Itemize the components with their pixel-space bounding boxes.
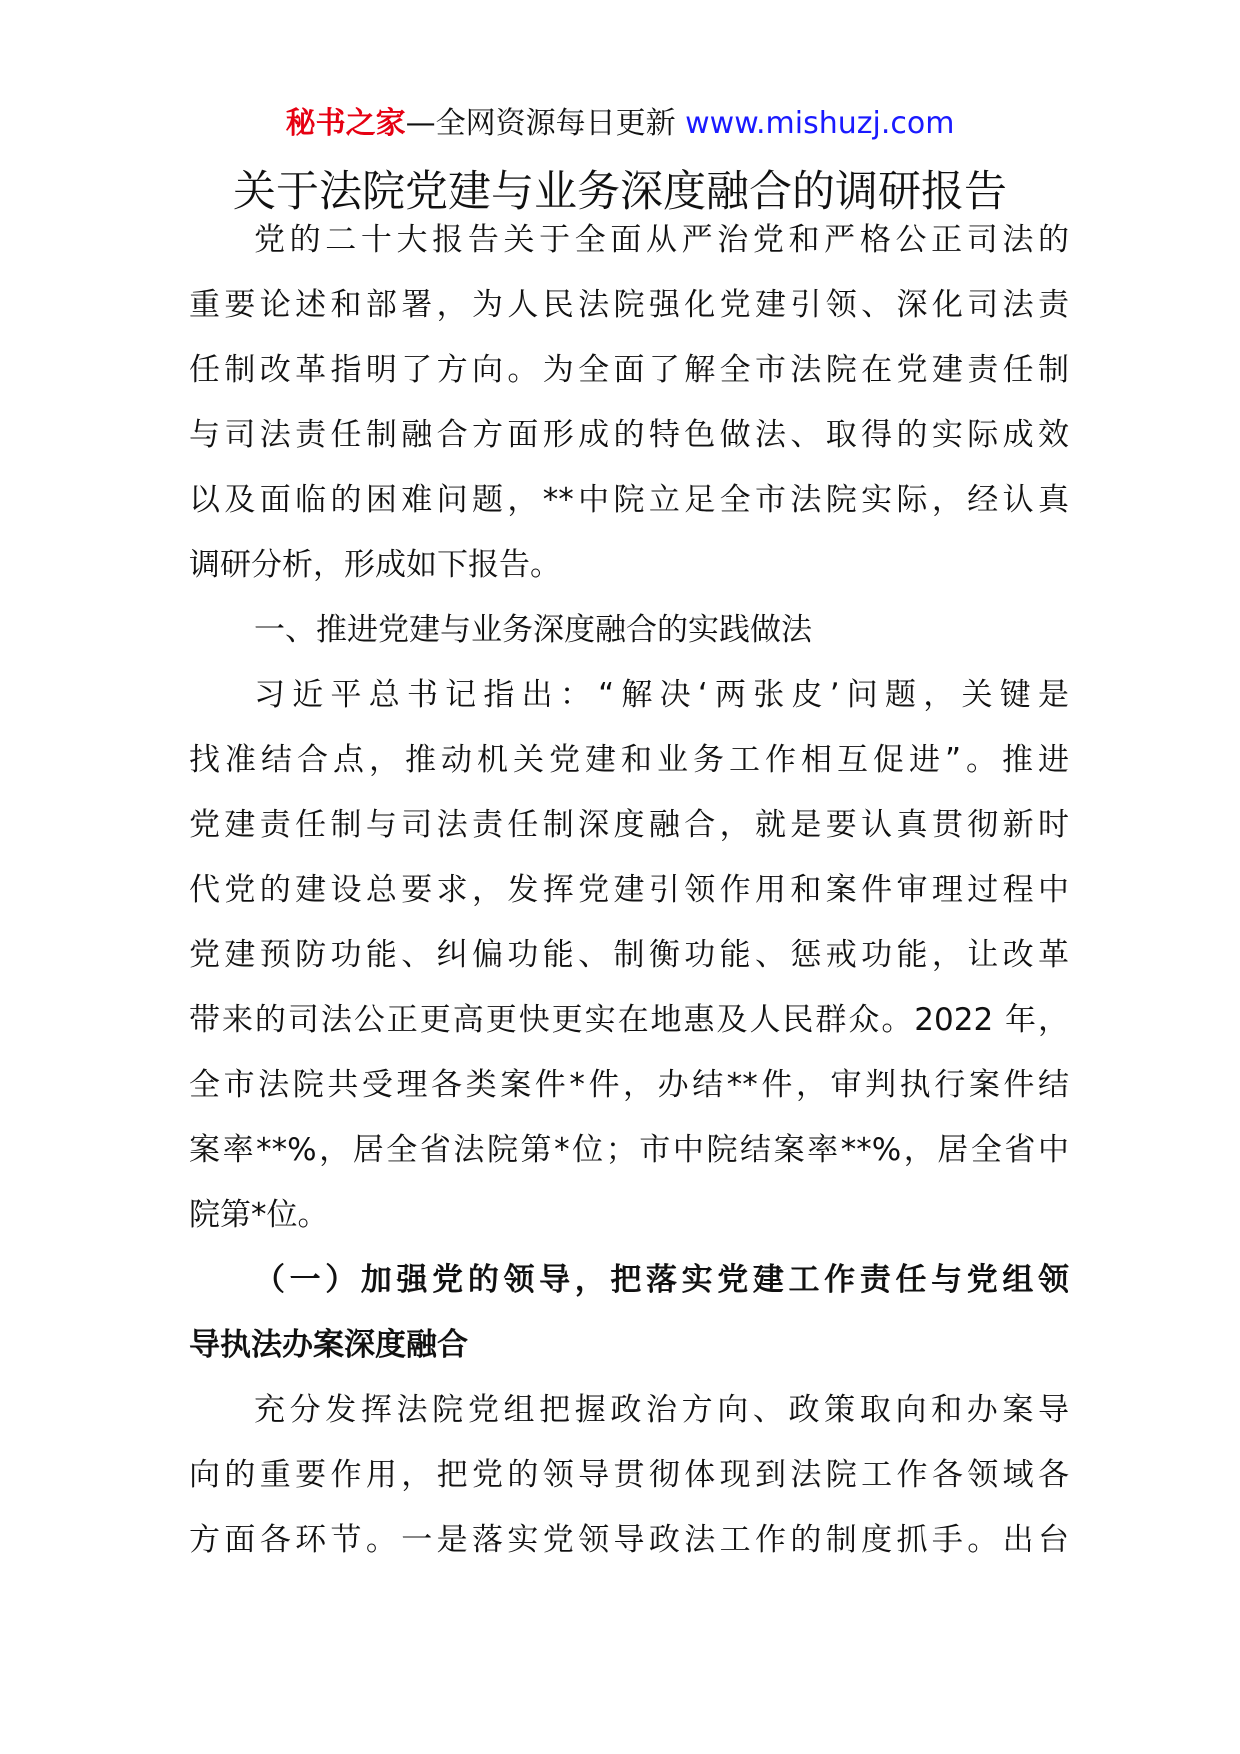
text-line: 向的重要作用，把党的领导贯彻体现到法院工作各领域各: [189, 1457, 1069, 1493]
text-line: 院第*位。: [189, 1197, 329, 1233]
text-line: 导执法办案深度融合: [189, 1327, 468, 1363]
text-line: 与司法责任制融合方面形成的特色做法、取得的实际成效: [189, 417, 1069, 453]
banner-slogan: —全网资源每日更新: [405, 106, 676, 141]
text-line: 调研分析，形成如下报告。: [189, 547, 561, 583]
section1-paragraph: [189, 663, 1069, 1248]
site-banner: [0, 104, 1240, 144]
subsection-heading: [189, 1248, 1069, 1378]
text-line: 全市法院共受理各类案件*件，办结**件，审判执行案件结: [189, 1067, 1069, 1103]
text-line: 党的二十大报告关于全面从严治党和严格公正司法的: [254, 222, 1069, 258]
text-line: （一）加强党的领导，把落实党建工作责任与党组领: [254, 1262, 1069, 1298]
section-heading: 一、推进党建与业务深度融合的实践做法: [254, 612, 812, 648]
text-line: 重要论述和部署，为人民法院强化党建引领、深化司法责: [189, 287, 1069, 323]
text-line: 任制改革指明了方向。为全面了解全市法院在党建责任制: [189, 352, 1069, 388]
text-line: 找准结合点，推动机关党建和业务工作相互促进”。推进: [189, 742, 1069, 778]
text-line: 习近平总书记指出：“解决‘两张皮’问题，关键是: [254, 677, 1069, 713]
text-line: 党建预防功能、纠偏功能、制衡功能、惩戒功能，让改革: [189, 937, 1069, 973]
text-line: 充分发挥法院党组把握政治方向、政策取向和办案导: [254, 1392, 1069, 1428]
intro-paragraph: [189, 208, 1069, 598]
text-line: 方面各环节。一是落实党领导政法工作的制度抓手。出台: [189, 1522, 1069, 1558]
banner-url-link[interactable]: www.mishuzj.com: [685, 106, 955, 141]
text-line: 代党的建设总要求，发挥党建引领作用和案件审理过程中: [189, 872, 1069, 908]
document-body: [189, 208, 1069, 1573]
text-line: 带来的司法公正更高更快更实在地惠及人民群众。2022 年，: [189, 1002, 1069, 1038]
banner-brand: 秘书之家: [285, 106, 406, 141]
text-line: 党建责任制与司法责任制深度融合，就是要认真贯彻新时: [189, 807, 1069, 843]
text-line: 案率**%，居全省法院第*位；市中院结案率**%，居全省中: [189, 1132, 1069, 1168]
text-line: 以及面临的困难问题，**中院立足全市法院实际，经认真: [189, 482, 1069, 518]
subsection1-paragraph: [189, 1378, 1069, 1573]
document-title: 关于法院党建与业务深度融合的调研报告: [233, 167, 1007, 217]
